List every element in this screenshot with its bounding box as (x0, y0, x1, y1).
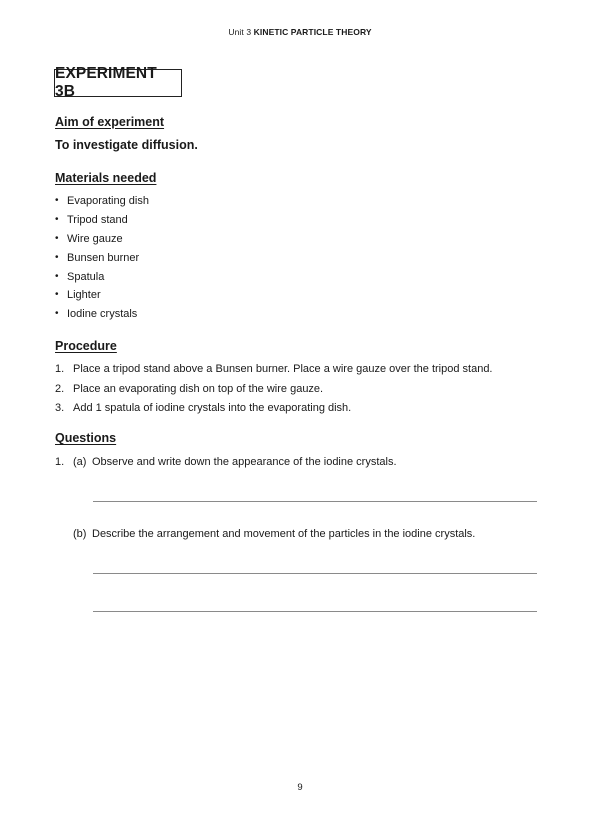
list-item (55, 268, 149, 287)
bullet: • (55, 195, 59, 206)
unit-title: KINETIC PARTICLE THEORY (253, 27, 372, 37)
materials-list (55, 192, 149, 324)
material-label: Lighter (67, 289, 101, 302)
question-part-label: (b) (73, 528, 87, 540)
bullet: • (55, 289, 59, 301)
bullet: • (55, 251, 59, 263)
procedure-step (55, 360, 493, 380)
question-part-label: (a) (73, 456, 87, 468)
step-number: 3. (55, 402, 65, 414)
running-header (0, 27, 600, 37)
procedure-list (55, 360, 493, 419)
page-number: 9 (297, 782, 303, 793)
answer-line[interactable] (93, 501, 537, 502)
list-item (55, 192, 149, 211)
question-number: 1. (55, 456, 65, 468)
procedure-step (55, 399, 493, 419)
question-1a (55, 455, 397, 469)
bullet: • (55, 308, 59, 320)
unit-prefix: Unit 3 (228, 27, 252, 37)
materials-heading: Materials needed (55, 171, 157, 185)
bullet: • (55, 232, 59, 244)
material-label: Evaporating dish (67, 195, 149, 207)
procedure-step (55, 380, 493, 400)
experiment-title: EXPERIMENT 3B (55, 65, 157, 100)
step-number: 1. (55, 363, 65, 375)
material-label: Tripod stand (67, 213, 128, 226)
material-label: Bunsen burner (67, 251, 140, 264)
list-item (55, 230, 149, 249)
material-label: Wire gauze (67, 232, 123, 245)
step-number: 2. (55, 382, 65, 395)
list-item (55, 249, 149, 268)
answer-line[interactable] (93, 611, 537, 612)
list-item (55, 211, 149, 230)
list-item (55, 286, 149, 305)
question-1b (73, 527, 475, 541)
step-text: Add 1 spatula of iodine crystals into the evaporating dish. (73, 402, 352, 414)
bullet: • (55, 270, 59, 282)
material-label: Spatula (67, 270, 105, 283)
question-text: Observe and write down the appearance of the iodine crystals. (92, 456, 397, 468)
step-text: Place an evaporating dish on top of the wire gauze. (73, 382, 324, 395)
aim-text: To investigate diffusion. (55, 138, 198, 152)
procedure-heading: Procedure (55, 339, 117, 353)
answer-line[interactable] (93, 573, 537, 574)
list-item (55, 305, 149, 324)
bullet: • (55, 213, 59, 225)
questions-heading: Questions (55, 431, 117, 445)
step-text: Place a tripod stand above a Bunsen burner. Place a wire gauze over the tripod stand. (73, 363, 493, 375)
experiment-title-box (54, 65, 182, 100)
material-label: Iodine crystals (67, 308, 138, 321)
aim-heading: Aim of experiment (55, 115, 165, 129)
question-text: Describe the arrangement and movement of the particles in the iodine crystals. (92, 528, 476, 540)
